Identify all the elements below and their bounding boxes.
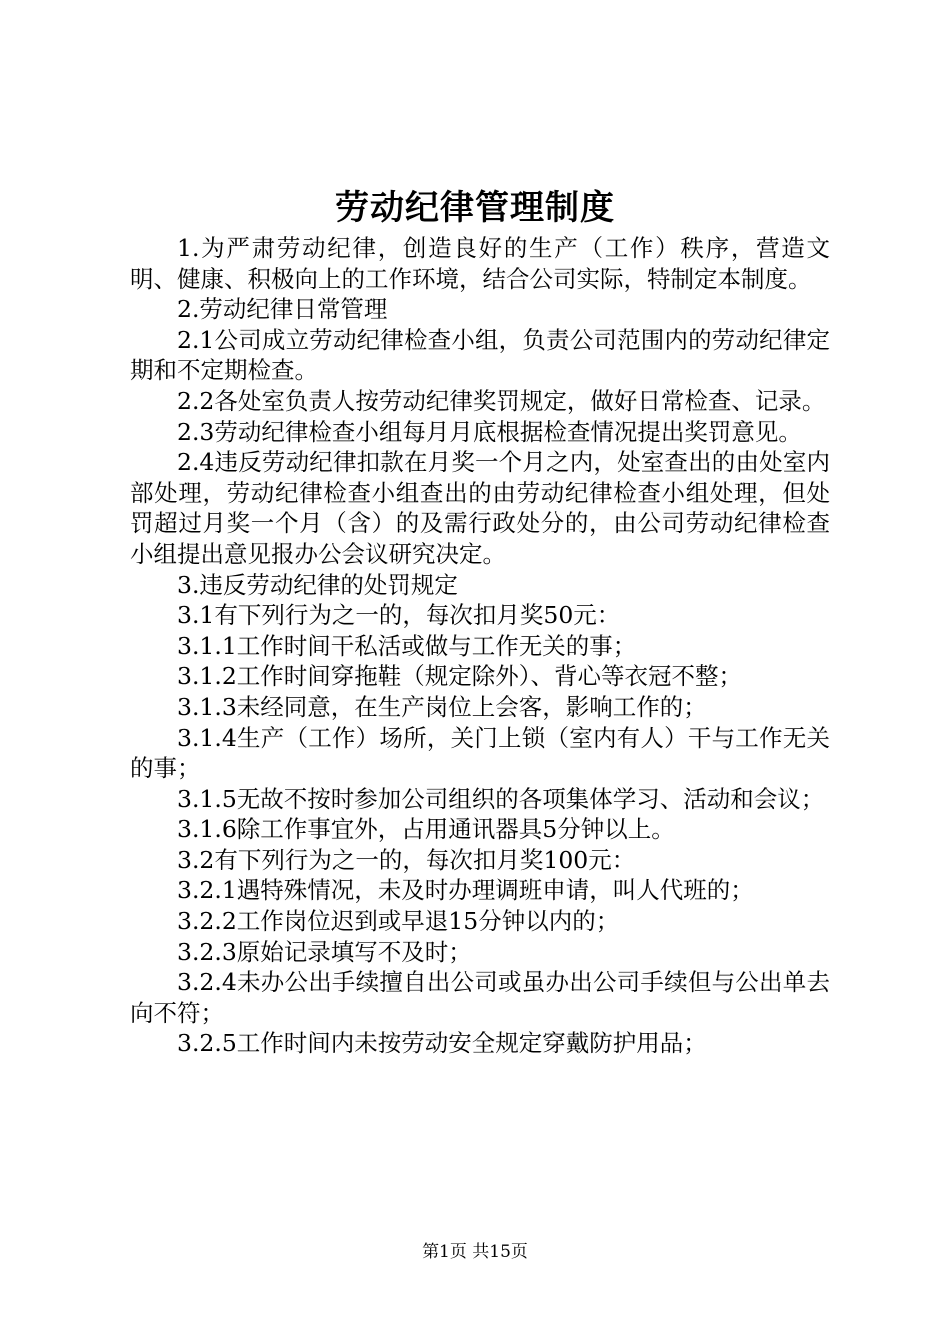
paragraph: 3.1.5无故不按时参加公司组织的各项集体学习、活动和会议； bbox=[177, 784, 825, 813]
paragraph: 3.1有下列行为之一的，每次扣月奖50元： bbox=[177, 601, 621, 630]
paragraph: 2.2各处室负责人按劳动纪律奖罚规定，做好日常检查、记录。 bbox=[177, 386, 826, 415]
paragraph: 1.为严肃劳动纪律，创造良好的生产（工作）秩序，营造文明、健康、积极向上的工作环境，结合公司实际，特制定本制度。 bbox=[130, 234, 830, 293]
paragraph: 2.1公司成立劳动纪律检查小组，负责公司范围内的劳动纪律定期和不定期检查。 bbox=[130, 325, 830, 385]
paragraph: 3.1.4生产（工作）场所，关门上锁（室内有人）干与工作无关的事； bbox=[130, 723, 830, 783]
paragraph: 2.劳动纪律日常管理 bbox=[177, 295, 388, 324]
document-title: 劳动纪律管理制度 bbox=[335, 188, 615, 228]
paragraph: 3.2.5工作时间内未按劳动安全规定穿戴防护用品； bbox=[177, 1029, 707, 1058]
paragraph: 3.1.3未经同意，在生产岗位上会客，影响工作的； bbox=[177, 692, 707, 721]
paragraph: 3.2.3原始记录填写不及时； bbox=[177, 937, 472, 966]
paragraph: 3.2.1遇特殊情况，未及时办理调班申请，叫人代班的； bbox=[177, 876, 754, 905]
paragraph: 2.3劳动纪律检查小组每月月底根据检查情况提出奖罚意见。 bbox=[177, 417, 802, 446]
paragraph: 3.2.4未办公出手续擅自出公司或虽办出公司手续但与公出单去向不符； bbox=[130, 968, 830, 1027]
paragraph: 2.4违反劳动纪律扣款在月奖一个月之内，处室查出的由处室内部处理，劳动纪律检查小组查出的由劳动纪律检查小组处理，但处罚超过月奖一个月（含）的及需行政处分的，由公司劳动纪律检查小组提出意见报办公会议研究决定。 bbox=[130, 448, 830, 568]
paragraph: 3.2.2工作岗位迟到或早退15分钟以内的； bbox=[177, 907, 620, 936]
paragraph: 3.违反劳动纪律的处罚规定 bbox=[177, 570, 458, 599]
paragraph: 3.1.1工作时间干私活或做与工作无关的事； bbox=[177, 631, 637, 660]
paragraph: 3.2有下列行为之一的，每次扣月奖100元： bbox=[177, 845, 636, 874]
page-number: 第1页 共15页 bbox=[422, 1242, 528, 1262]
paragraph: 3.1.6除工作事宜外，占用通讯器具5分钟以上。 bbox=[177, 815, 675, 844]
document-body bbox=[130, 233, 830, 1059]
paragraph: 3.1.2工作时间穿拖鞋（规定除外）、背心等衣冠不整； bbox=[177, 662, 743, 691]
